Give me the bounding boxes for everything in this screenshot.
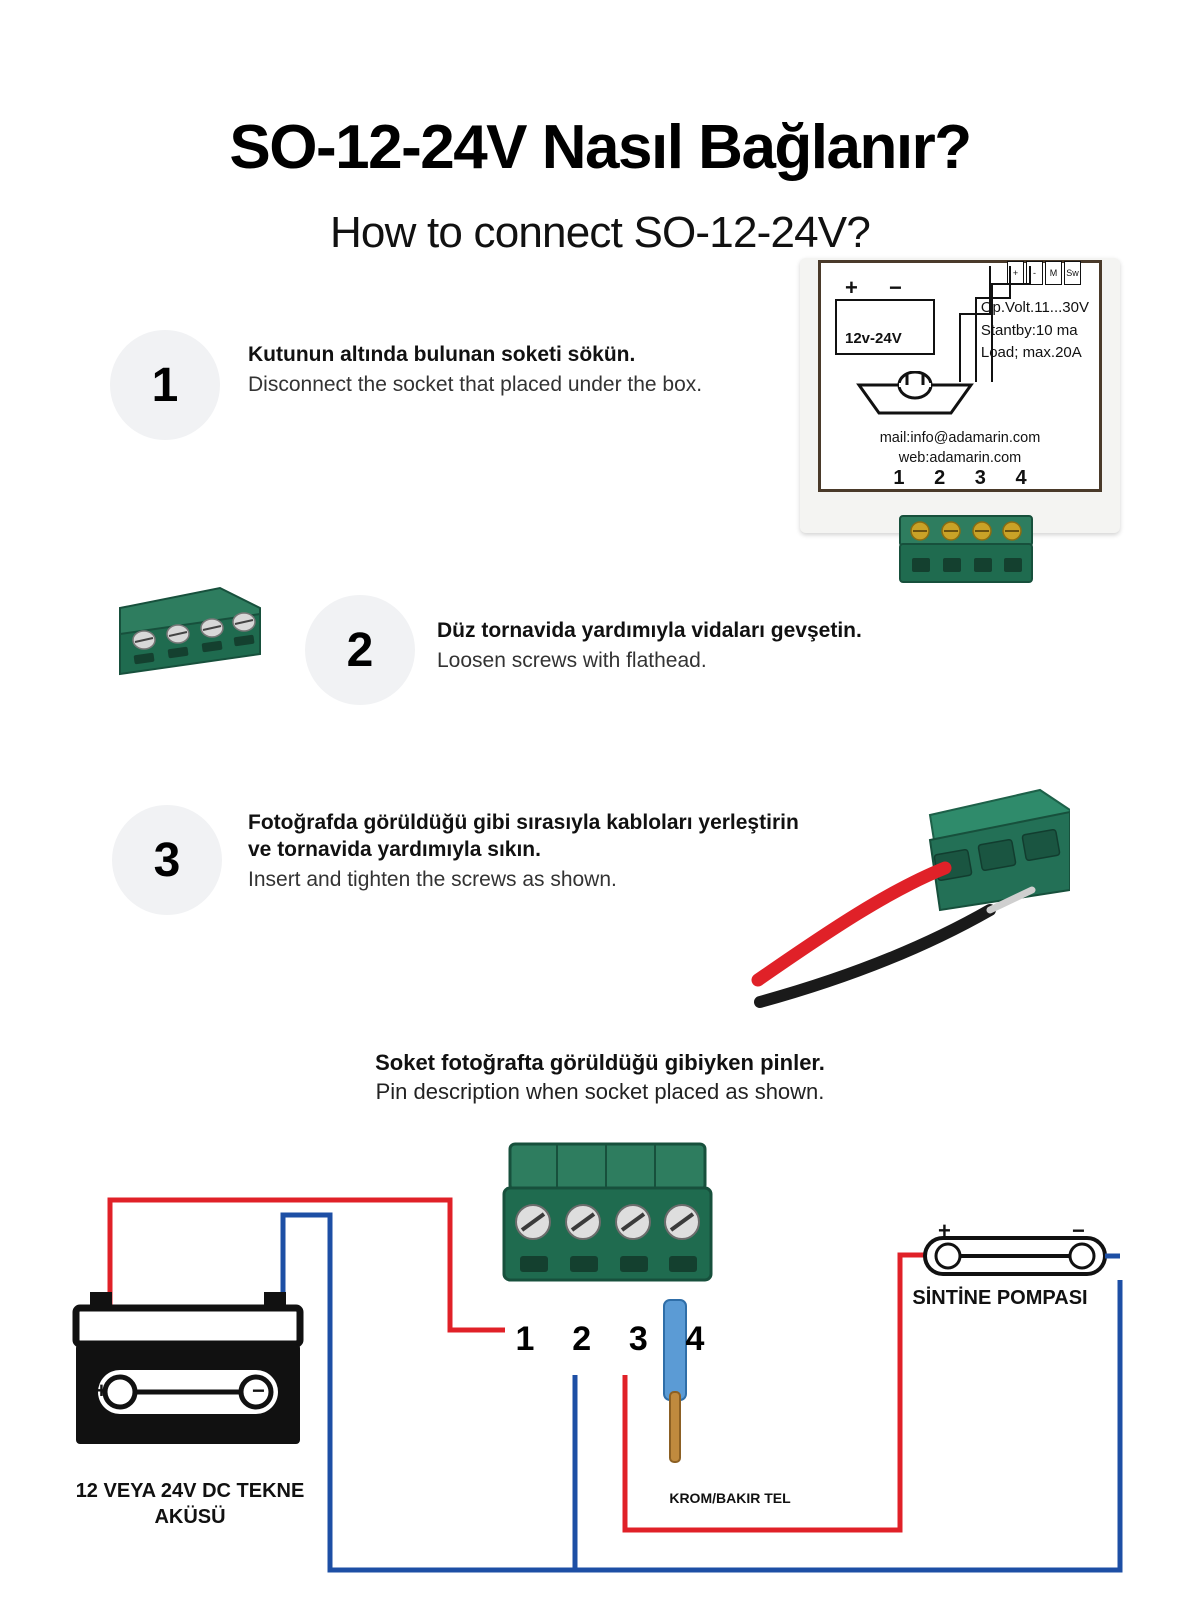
pin-caption-tr: Soket fotoğrafta görüldüğü gibiyken pinler. xyxy=(375,1050,825,1075)
connector-pin-numbers xyxy=(505,1320,715,1359)
pin-number-2: 2 xyxy=(572,1320,592,1358)
step-3-text-en: Insert and tighten the screws as shown. xyxy=(248,867,617,891)
pin-number-4: 4 xyxy=(685,1320,705,1358)
device-photo xyxy=(800,258,1120,618)
step-3-circle xyxy=(112,805,222,915)
device-terminal-sw: Sw xyxy=(1064,261,1081,285)
connector-photo-step3 xyxy=(740,780,1070,1030)
step-1-text xyxy=(248,342,748,398)
step-2-circle xyxy=(305,595,415,705)
battery-illustration xyxy=(68,1270,308,1460)
device-battery-voltage: 12v-24V xyxy=(845,330,902,347)
step-3-text xyxy=(248,810,808,893)
page-title-en: How to connect SO-12-24V? xyxy=(329,208,871,257)
device-terminal-plus: + xyxy=(1007,261,1024,285)
device-web: web:adamarin.com xyxy=(898,449,1022,466)
battery-plus-label: + xyxy=(95,1378,108,1403)
page-title-tr: SO-12-24V Nasıl Bağlanır? xyxy=(229,113,971,182)
device-terminal-m: M xyxy=(1045,261,1062,285)
pin-caption-en: Pin description when socket placed as shown. xyxy=(375,1079,825,1104)
step-1-number: 1 xyxy=(151,358,179,412)
battery-minus-label: − xyxy=(252,1378,265,1403)
device-pin-numbers: 1 2 3 4 xyxy=(893,467,1039,489)
wire-caption: KROM/BAKIR TEL xyxy=(669,1490,791,1506)
pin-caption xyxy=(0,1050,1200,1105)
step-1-text-tr: Kutunun altında bulunan soketi sökün. xyxy=(248,343,636,366)
step-1-text-en: Disconnect the socket that placed under the box. xyxy=(248,372,703,396)
main-connector xyxy=(500,1140,715,1320)
device-spec-standby: Stantby:10 ma xyxy=(980,321,1078,339)
device-spec-voltage: Op.Volt.11...30V xyxy=(980,299,1089,316)
step-3-text-tr: Fotoğrafda görüldüğü gibi sırasıyla kabloları yerleştirin ve tornavida yardımıyla sıkın. xyxy=(248,811,799,861)
step-2-number: 2 xyxy=(346,623,374,677)
step-2-text-en: Loosen screws with flathead. xyxy=(437,648,707,672)
step-2-text xyxy=(437,618,1017,674)
pin-number-1: 1 xyxy=(515,1320,535,1358)
pump-caption: SİNTİNE POMPASI xyxy=(912,1287,1088,1309)
step-2-text-tr: Düz tornavida yardımıyla vidaları gevşetin. xyxy=(437,619,862,642)
device-connector xyxy=(898,514,1034,586)
pump-minus-label: − xyxy=(1072,1218,1085,1243)
connector-photo-step2 xyxy=(108,578,268,693)
device-internal-wires xyxy=(950,264,1060,384)
pump-plus-label: + xyxy=(938,1218,951,1243)
device-terminal-minus: - xyxy=(1026,261,1043,285)
device-battery-minus: − xyxy=(889,275,902,300)
device-battery-plus: + xyxy=(845,275,858,300)
device-body xyxy=(800,258,1120,533)
device-contact xyxy=(821,429,1099,468)
step-3-number: 3 xyxy=(153,833,181,887)
device-spec-load: Load; max.20A xyxy=(980,344,1082,361)
device-battery-symbol xyxy=(835,275,935,355)
battery-caption: 12 VEYA 24V DC TEKNE AKÜSÜ xyxy=(75,1480,305,1528)
step-1-circle xyxy=(110,330,220,440)
pin-number-3: 3 xyxy=(628,1320,648,1358)
device-mail: mail:info@adamarin.com xyxy=(879,430,1041,446)
